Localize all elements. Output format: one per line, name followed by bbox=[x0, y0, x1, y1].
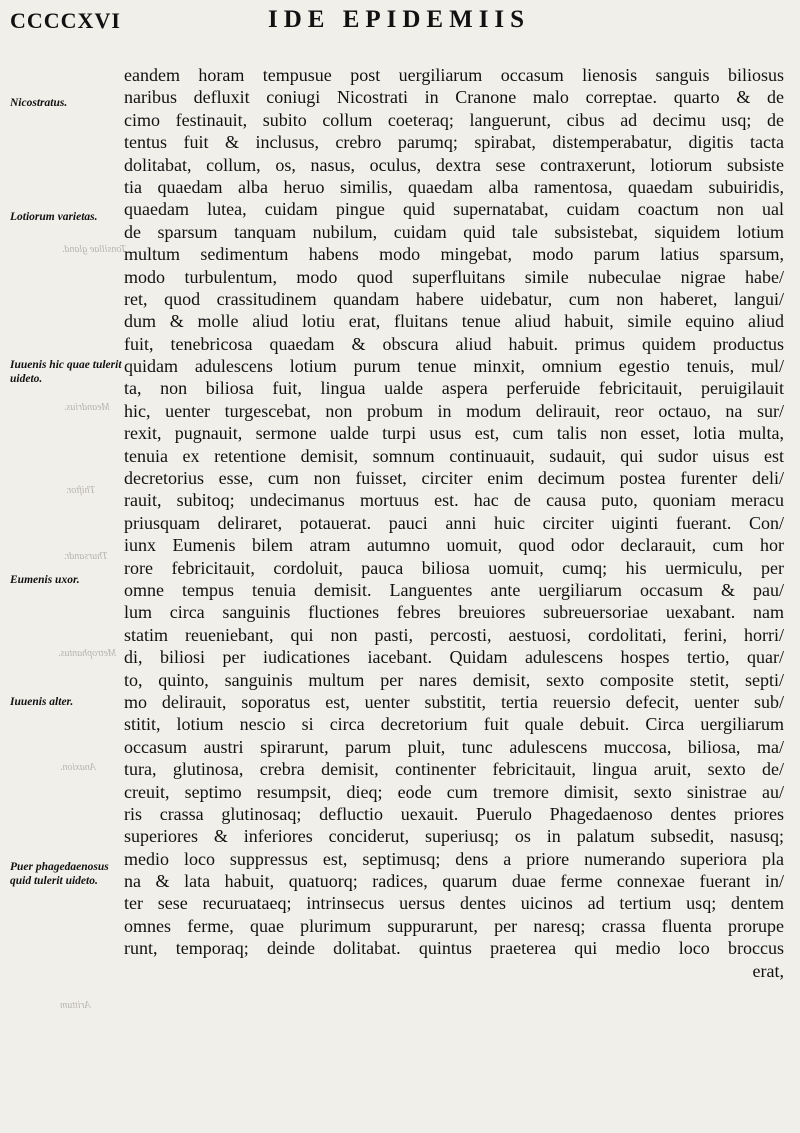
text-line: omnes ferme, quae plurimum suppurarunt, per naresq; crassa fluenta prorupe bbox=[124, 915, 784, 936]
text-line: dum & molle aliud lotiu erat, fluitans tenue aliud habuit, simile equino aliud bbox=[124, 311, 784, 332]
margin-note: Nicostratus. bbox=[10, 97, 68, 109]
running-head: IDE EPIDEMIIS bbox=[268, 6, 531, 33]
margin-note: Iuuenis alter. bbox=[10, 696, 74, 708]
text-line: rauit, subitoq; undecimanus mortuus est. hac de causa puto, quoniam meracu bbox=[124, 490, 784, 511]
folio-number: CCCCXVI bbox=[10, 8, 121, 33]
text-line: fuit, tenebricosa quaedam & obscura aliud habuit. primus quidem productus bbox=[124, 333, 784, 354]
text-line: iunx Eumenis bilem atram autumno uomuit, quod odor declarauit, cum hor bbox=[124, 535, 784, 556]
text-line: hic, uenter turgescebat, non probum in modum delirauit, reor octauo, na sur/ bbox=[124, 400, 784, 421]
text-line: mo delirauit, soporatus est, uenter substitit, tertia reuersio defecit, uenter sub/ bbox=[124, 691, 784, 712]
text-line: erat, bbox=[752, 960, 784, 981]
ghost-note: Meandrius. bbox=[64, 402, 110, 413]
text-line: runt, temporaq; deinde dolitabat. quintus praeterea qui medio loco broccus bbox=[124, 938, 784, 959]
text-line: de sparsum tanquam nubilum, cuidam quid tale subsistebat, siquidem lotium bbox=[124, 221, 784, 242]
text-line: priusquam deliraret, potauerat. pauci anni huic circiter uiginti fuerant. Con/ bbox=[124, 512, 784, 533]
text-line: creuit, septimo resumpsit, dieq; eode cum tremore dimisit, sexto sinistrae au/ bbox=[124, 781, 784, 802]
text-line: tia quaedam alba heruo similis, quaedam alba ramentosa, quaedam subuiridis, bbox=[124, 176, 784, 197]
ghost-note: Tonsillae gland. bbox=[62, 244, 127, 255]
text-line: multum sedimentum habens modo mingebat, modo parum latius sparsum, bbox=[124, 244, 784, 265]
text-line: superiores & inferiores conciderut, superiusq; os in palatum subsedit, nasusq; bbox=[124, 826, 784, 847]
text-line: to, quinto, sanguinis multum per nares demisit, sexto composite stetit, septi/ bbox=[124, 669, 784, 690]
ghost-note: Metrophantus. bbox=[58, 648, 117, 659]
text-line: omne tempus tenuia demisit. Languentes ante uergiliarum occasum & pau/ bbox=[124, 579, 784, 600]
text-line: tenuia ex retentione demisit, somnum continuauit, sudauit, qui sudor uisus est bbox=[124, 445, 784, 466]
text-line: modo turbulentum, modo quod superfluitans simile nubeculae nigrae habe/ bbox=[124, 266, 784, 287]
margin-note: Eumenis uxor. bbox=[10, 574, 80, 586]
ghost-note: Thiftor. bbox=[66, 485, 96, 496]
text-line: decretorius esse, cum non fuisset, circiter enim decimum postea furenter deli/ bbox=[124, 468, 784, 489]
text-line: ta, non biliosa fuit, lingua ualde aspera perferuide febricitauit, peruigilauit bbox=[124, 378, 784, 399]
text-line: eandem horam tempusue post uergiliarum occasum lienosis sanguis biliosus bbox=[124, 65, 784, 85]
ghost-note: Thursandr. bbox=[64, 551, 108, 562]
body-text bbox=[124, 64, 784, 982]
text-line: quidam adulescens lotium purum tenue minxit, omnium egestio tenuis, mul/ bbox=[124, 356, 784, 377]
text-line: occasum austri spirarunt, parum pluit, tunc adulescens muccosa, biliosa, ma/ bbox=[124, 736, 784, 757]
text-line: ter sese recuruataeq; intrinsecus uersus dentes uicinos ad tertium usq; dentem bbox=[124, 893, 784, 914]
ghost-note: Anaxion. bbox=[60, 762, 96, 773]
text-line: lum circa sanguinis fluctiones febres breuiores subreuersoriae uexabant. nam bbox=[124, 602, 784, 623]
margin-note: Lotiorum varietas. bbox=[10, 211, 98, 223]
text-line: ris crassa glutinosaq; defluctio uexauit. Puerulo Phagedaenoso dentes priores bbox=[124, 803, 784, 824]
margin-note: Iuuenis hic quae tulerit uideto. bbox=[10, 359, 122, 385]
text-line: di, biliosi per iudicationes iacebant. Quidam adulescens hospes tertio, quar/ bbox=[124, 647, 784, 668]
text-line: dolitabat, collum, os, nasus, oculus, dextra sese contraxerunt, lotiorum subsiste bbox=[124, 154, 784, 175]
text-line: tura, glutinosa, crebra demisit, continenter febricitauit, lingua aruit, sexto de/ bbox=[124, 759, 784, 780]
text-line: tentus fuit & inclusus, crebro parumq; spirabat, distemperabatur, digitis tacta bbox=[124, 132, 784, 153]
text-line: naribus defluxit coniugi Nicostrati in Cranone malo correptae. quarto & de bbox=[124, 87, 784, 108]
ghost-note: Arittum bbox=[60, 1000, 91, 1011]
text-line: rexit, pugnauit, sermone ualde turpi usus est, cum talis non esset, lotia multa, bbox=[124, 423, 784, 444]
text-line: medio loco suppressus est, septimusq; dens a priore numerando superiora pla bbox=[124, 848, 784, 869]
text-line: na & lata habuit, quatuorq; radices, quarum duae ferme connexae fuerant in/ bbox=[124, 871, 784, 892]
text-line: statim reueniebant, qui non pasti, percosti, aestuosi, cordolitati, ferini, horri/ bbox=[124, 624, 784, 645]
text-line: stitit, lotium nescio si circa decretorium fuit quale debuit. Circa uergiliarum bbox=[124, 714, 784, 735]
text-line: ret, quod crassitudinem quandam habere uidebatur, cum non haberet, langui/ bbox=[124, 288, 784, 309]
text-line: cimo festinauit, subito collum coeteraq; languerunt, cibus ad decimu usq; de bbox=[124, 109, 784, 130]
text-line: rore febricitauit, cordoluit, pauca biliosa uomuit, cumq; his uermiculu, per bbox=[124, 557, 784, 578]
text-line: quaedam lutea, cuidam pingue quid supernatabat, cuidam coactum non ual bbox=[124, 199, 784, 220]
margin-note: Puer phagedaenosus quid tulerit uideto. bbox=[10, 861, 109, 887]
